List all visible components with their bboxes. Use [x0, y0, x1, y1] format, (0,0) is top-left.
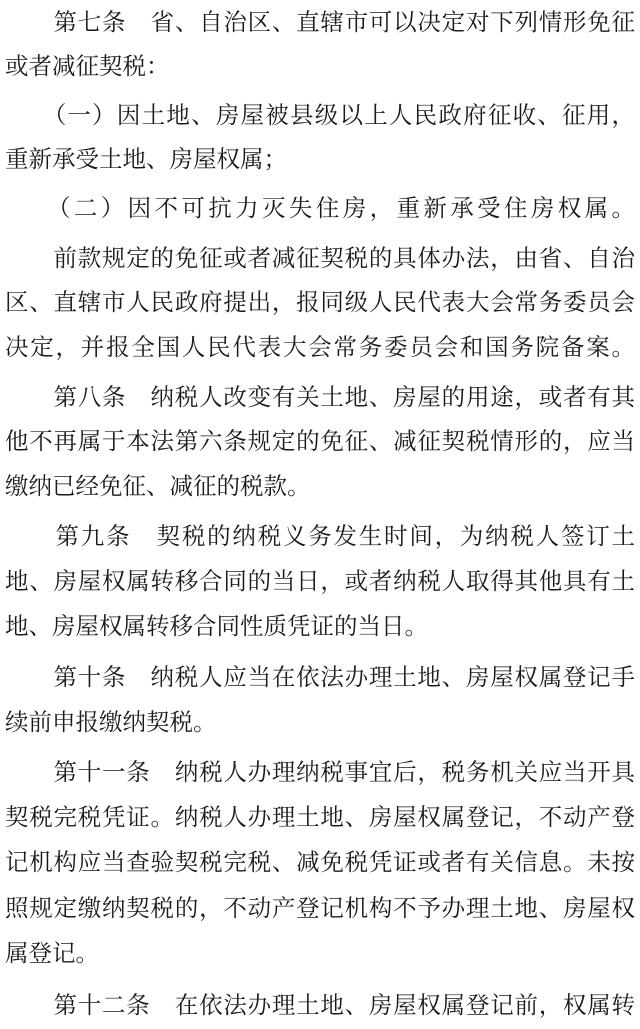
text-line: 契税完税凭证。纳税人办理土地、房屋权属登记，不动产登	[5, 803, 635, 831]
text-line: 照规定缴纳契税的，不动产登记机构不予办理土地、房屋权	[5, 894, 635, 922]
text-line: 续前申报缴纳契税。	[5, 708, 217, 736]
text-line: 第八条 纳税人改变有关土地、房屋的用途，或者有其	[5, 383, 635, 411]
text-line: 第七条 省、自治区、直辖市可以决定对下列情形免征	[5, 8, 635, 36]
text-line: 前款规定的免征或者减征契税的具体办法，由省、自治	[5, 244, 635, 272]
text-line: 第十一条 纳税人办理纳税事宜后，税务机关应当开具	[5, 758, 635, 786]
text-line: （二）因不可抗力灭失住房，重新承受住房权属。	[5, 194, 635, 222]
text-line: 缴纳已经免征、减征的税款。	[5, 472, 311, 500]
text-line: 属登记。	[5, 939, 99, 967]
text-line: 他不再属于本法第六条规定的免征、减征契税情形的，应当	[5, 427, 635, 455]
text-line: 地、房屋权属转移合同的当日，或者纳税人取得其他具有土	[5, 567, 635, 595]
text-line: 重新承受土地、房屋权属；	[5, 145, 287, 173]
text-line: 记机构应当查验契税完税、减免税凭证或者有关信息。未按	[5, 848, 635, 876]
text-line: 决定，并报全国人民代表大会常务委员会和国务院备案。	[5, 333, 635, 361]
text-line: （一）因土地、房屋被县级以上人民政府征收、征用，	[5, 101, 635, 129]
text-line: 第十条 纳税人应当在依法办理土地、房屋权属登记手	[5, 663, 635, 691]
text-line: 地、房屋权属转移合同性质凭证的当日。	[5, 612, 428, 640]
text-line: 或者减征契税：	[5, 52, 170, 80]
text-line: 区、直辖市人民政府提出，报同级人民代表大会常务委员会	[5, 288, 635, 316]
text-line: 第九条 契税的纳税义务发生时间，为纳税人签订土	[5, 522, 635, 550]
text-line: 第十二条 在依法办理土地、房屋权属登记前，权属转	[5, 991, 635, 1019]
